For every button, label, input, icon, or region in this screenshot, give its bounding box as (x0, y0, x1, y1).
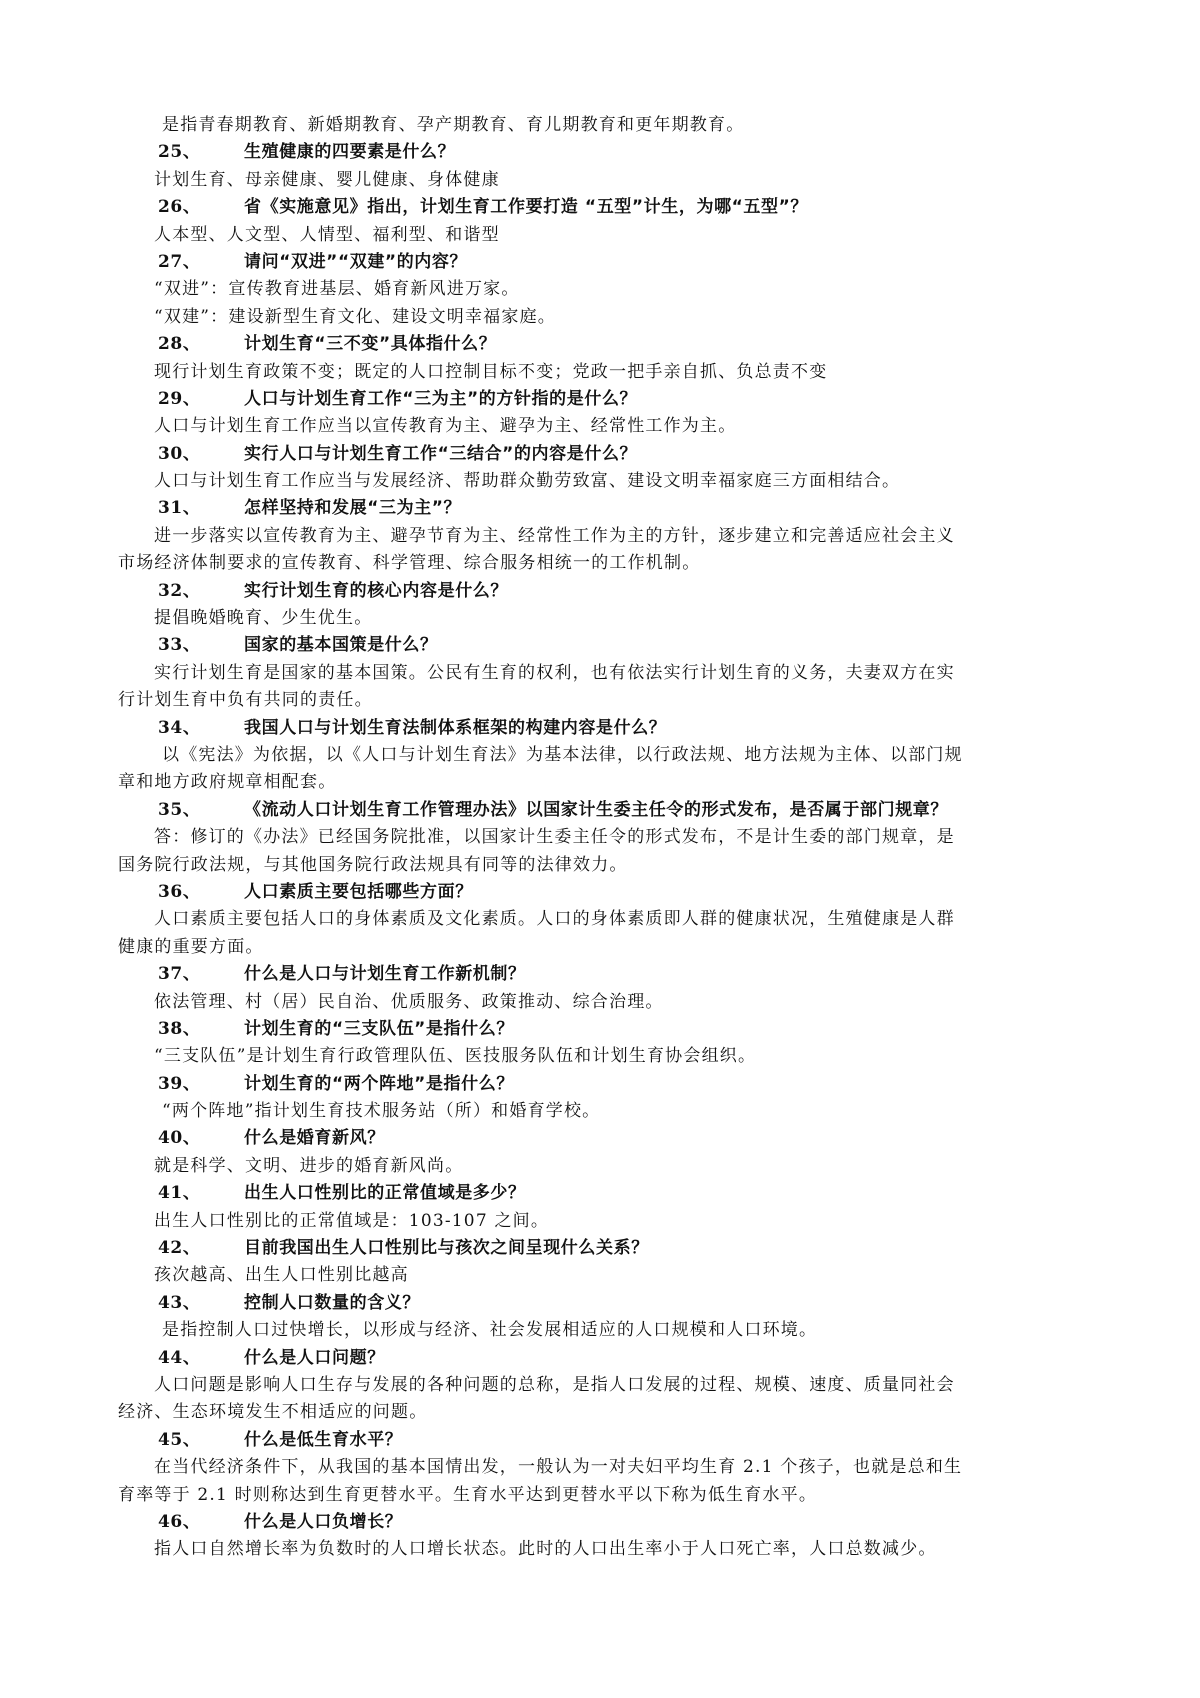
question-number: 30、 (158, 443, 201, 464)
question-line (118, 139, 1093, 166)
answer-continuation-line: 行计划生育中负有共同的责任。 (118, 690, 373, 711)
question-number: 42、 (158, 1238, 201, 1259)
question-line (118, 879, 1093, 906)
question-line (118, 1290, 1093, 1317)
answer-line: 在当代经济条件下，从我国的基本国情出发，一般认为一对夫妇平均生育 2.1 个孩子，也就是总和生 (154, 1457, 963, 1478)
answer-line: 是指青春期教育、新婚期教育、孕产期教育、育儿期教育和更年期教育。 (162, 115, 745, 135)
question-line (118, 632, 1093, 659)
question-text: 计划生育的“三支队伍”是指什么？ (244, 1018, 514, 1039)
question-number: 25、 (158, 142, 201, 163)
answer-line: “双进”：宣传教育进基层、婚育新风进万家。 (154, 279, 520, 300)
answer-line: 出生人口性别比的正常值域是：103-107 之间。 (154, 1210, 550, 1231)
question-text: 国家的基本国策是什么？ (244, 635, 438, 656)
question-line (118, 495, 1093, 522)
question-line (118, 1235, 1093, 1262)
question-number: 44、 (158, 1347, 201, 1368)
question-line (118, 441, 1093, 468)
question-text: 请问“双进”“双建”的内容？ (244, 251, 468, 272)
answer-continuation-line: 经济、生态环境发生不相适应的问题。 (118, 1402, 428, 1423)
answer-line: 人口与计划生育工作应当以宣传教育为主、避孕为主、经常性工作为主。 (154, 416, 737, 437)
question-text: 什么是低生育水平？ (244, 1429, 403, 1450)
question-line (118, 1016, 1093, 1043)
answer-line: 人本型、人文型、人情型、福利型、和谐型 (154, 224, 500, 245)
question-number: 43、 (158, 1292, 201, 1313)
answer-continuation-line: 健康的重要方面。 (118, 936, 264, 957)
question-line (118, 1509, 1093, 1536)
answer-line: 指人口自然增长率为负数时的人口增长状态。此时的人口出生率小于人口死亡率，人口总数减少。 (154, 1539, 937, 1560)
question-text: 生殖健康的四要素是什么？ (244, 142, 456, 163)
qa-list (118, 112, 1093, 1564)
question-line (118, 1071, 1093, 1098)
question-number: 33、 (158, 635, 201, 656)
answer-line: 计划生育、母亲健康、婴儿健康、身体健康 (154, 169, 500, 190)
answer-continuation-line: 国务院行政法规，与其他国务院行政法规具有同等的法律效力。 (118, 854, 628, 875)
question-text: 《流动人口计划生育工作管理办法》以国家计生委主任令的形式发布，是否属于部门规章？ (244, 799, 948, 820)
question-number: 38、 (158, 1018, 201, 1039)
question-line (118, 331, 1093, 358)
question-line (118, 578, 1093, 605)
question-text: 计划生育的“两个阵地”是指什么？ (244, 1073, 514, 1094)
answer-line: 人口与计划生育工作应当与发展经济、帮助群众勤劳致富、建设文明幸福家庭三方面相结合。 (154, 471, 901, 492)
question-line (118, 715, 1093, 742)
question-text: 省《实施意见》指出，计划生育工作要打造 “五型”计生，为哪“五型”？ (244, 197, 809, 218)
question-number: 40、 (158, 1128, 201, 1149)
question-number: 39、 (158, 1073, 201, 1094)
question-text: 人口与计划生育工作“三为主”的方针指的是什么？ (244, 388, 638, 409)
question-line (118, 961, 1093, 988)
question-line (118, 1427, 1093, 1454)
question-line (118, 1345, 1093, 1372)
question-number: 26、 (158, 197, 201, 218)
question-line (118, 797, 1093, 824)
question-line (118, 1180, 1093, 1207)
answer-line: 答：修订的《办法》已经国务院批准，以国家计生委主任令的形式发布，不是计生委的部门规章，是 (154, 827, 955, 848)
answer-line: 依法管理、村（居）民自治、优质服务、政策推动、综合治理。 (154, 991, 664, 1012)
question-number: 28、 (158, 334, 201, 355)
question-text: 实行人口与计划生育工作“三结合”的内容是什么？ (244, 443, 638, 464)
answer-line: 孩次越高、出生人口性别比越高 (154, 1265, 409, 1286)
question-number: 36、 (158, 881, 201, 902)
question-text: 出生人口性别比的正常值域是多少？ (244, 1183, 526, 1204)
answer-line: 现行计划生育政策不变；既定的人口控制目标不变；党政一把手亲自抓、负总责不变 (154, 361, 828, 382)
answer-continuation-line: 市场经济体制要求的宣传教育、科学管理、综合服务相统一的工作机制。 (118, 553, 701, 574)
question-line (118, 386, 1093, 413)
question-number: 34、 (158, 717, 201, 738)
question-text: 什么是人口与计划生育工作新机制？ (244, 964, 526, 985)
question-number: 32、 (158, 580, 201, 601)
question-text: 什么是婚育新风？ (244, 1128, 385, 1149)
question-text: 什么是人口负增长？ (244, 1511, 403, 1532)
question-number: 35、 (158, 799, 201, 820)
question-line (118, 194, 1093, 221)
question-number: 37、 (158, 964, 201, 985)
question-text: 什么是人口问题？ (244, 1347, 385, 1368)
answer-line: “双建”：建设新型生育文化、建设文明幸福家庭。 (154, 306, 556, 327)
question-text: 怎样坚持和发展“三为主”？ (244, 498, 462, 519)
question-text: 计划生育“三不变”具体指什么？ (244, 334, 497, 355)
question-text: 我国人口与计划生育法制体系框架的构建内容是什么？ (244, 717, 667, 738)
answer-line: 就是科学、文明、进步的婚育新风尚。 (154, 1155, 464, 1176)
question-line (118, 1125, 1093, 1152)
question-text: 人口素质主要包括哪些方面？ (244, 881, 473, 902)
question-line (118, 249, 1093, 276)
question-number: 45、 (158, 1429, 201, 1450)
answer-continuation-line: 章和地方政府规章相配套。 (118, 772, 337, 793)
question-number: 46、 (158, 1511, 201, 1532)
answer-line: 是指控制人口过快增长，以形成与经济、社会发展相适应的人口规模和人口环境。 (162, 1320, 818, 1341)
answer-line: 以《宪法》为依据，以《人口与计划生育法》为基本法律，以行政法规、地方法规为主体、以部门规 (162, 744, 963, 765)
answer-line: 提倡晚婚晚育、少生优生。 (154, 608, 373, 629)
answer-line: 人口问题是影响人口生存与发展的各种问题的总称，是指人口发展的过程、规模、速度、质量同社会 (154, 1374, 955, 1395)
answer-continuation-line: 育率等于 2.1 时则称达到生育更替水平。生育水平达到更替水平以下称为低生育水平。 (118, 1484, 818, 1505)
answer-line: “三支队伍”是计划生育行政管理队伍、医技服务队伍和计划生育协会组织。 (154, 1046, 757, 1067)
question-number: 27、 (158, 251, 201, 272)
question-text: 控制人口数量的含义？ (244, 1292, 420, 1313)
question-text: 目前我国出生人口性别比与孩次之间呈现什么关系？ (244, 1238, 649, 1259)
question-number: 41、 (158, 1183, 201, 1204)
question-number: 31、 (158, 498, 201, 519)
answer-line: 实行计划生育是国家的基本国策。公民有生育的权利，也有依法实行计划生育的义务，夫妻双方在实 (154, 662, 955, 683)
question-number: 29、 (158, 388, 201, 409)
answer-line: 人口素质主要包括人口的身体素质及文化素质。人口的身体素质即人群的健康状况，生殖健康是人群 (154, 909, 955, 930)
answer-line: 进一步落实以宣传教育为主、避孕节育为主、经常性工作为主的方针，逐步建立和完善适应社会主义 (154, 525, 955, 546)
answer-line: “两个阵地”指计划生育技术服务站（所）和婚育学校。 (162, 1101, 601, 1122)
question-text: 实行计划生育的核心内容是什么？ (244, 580, 508, 601)
